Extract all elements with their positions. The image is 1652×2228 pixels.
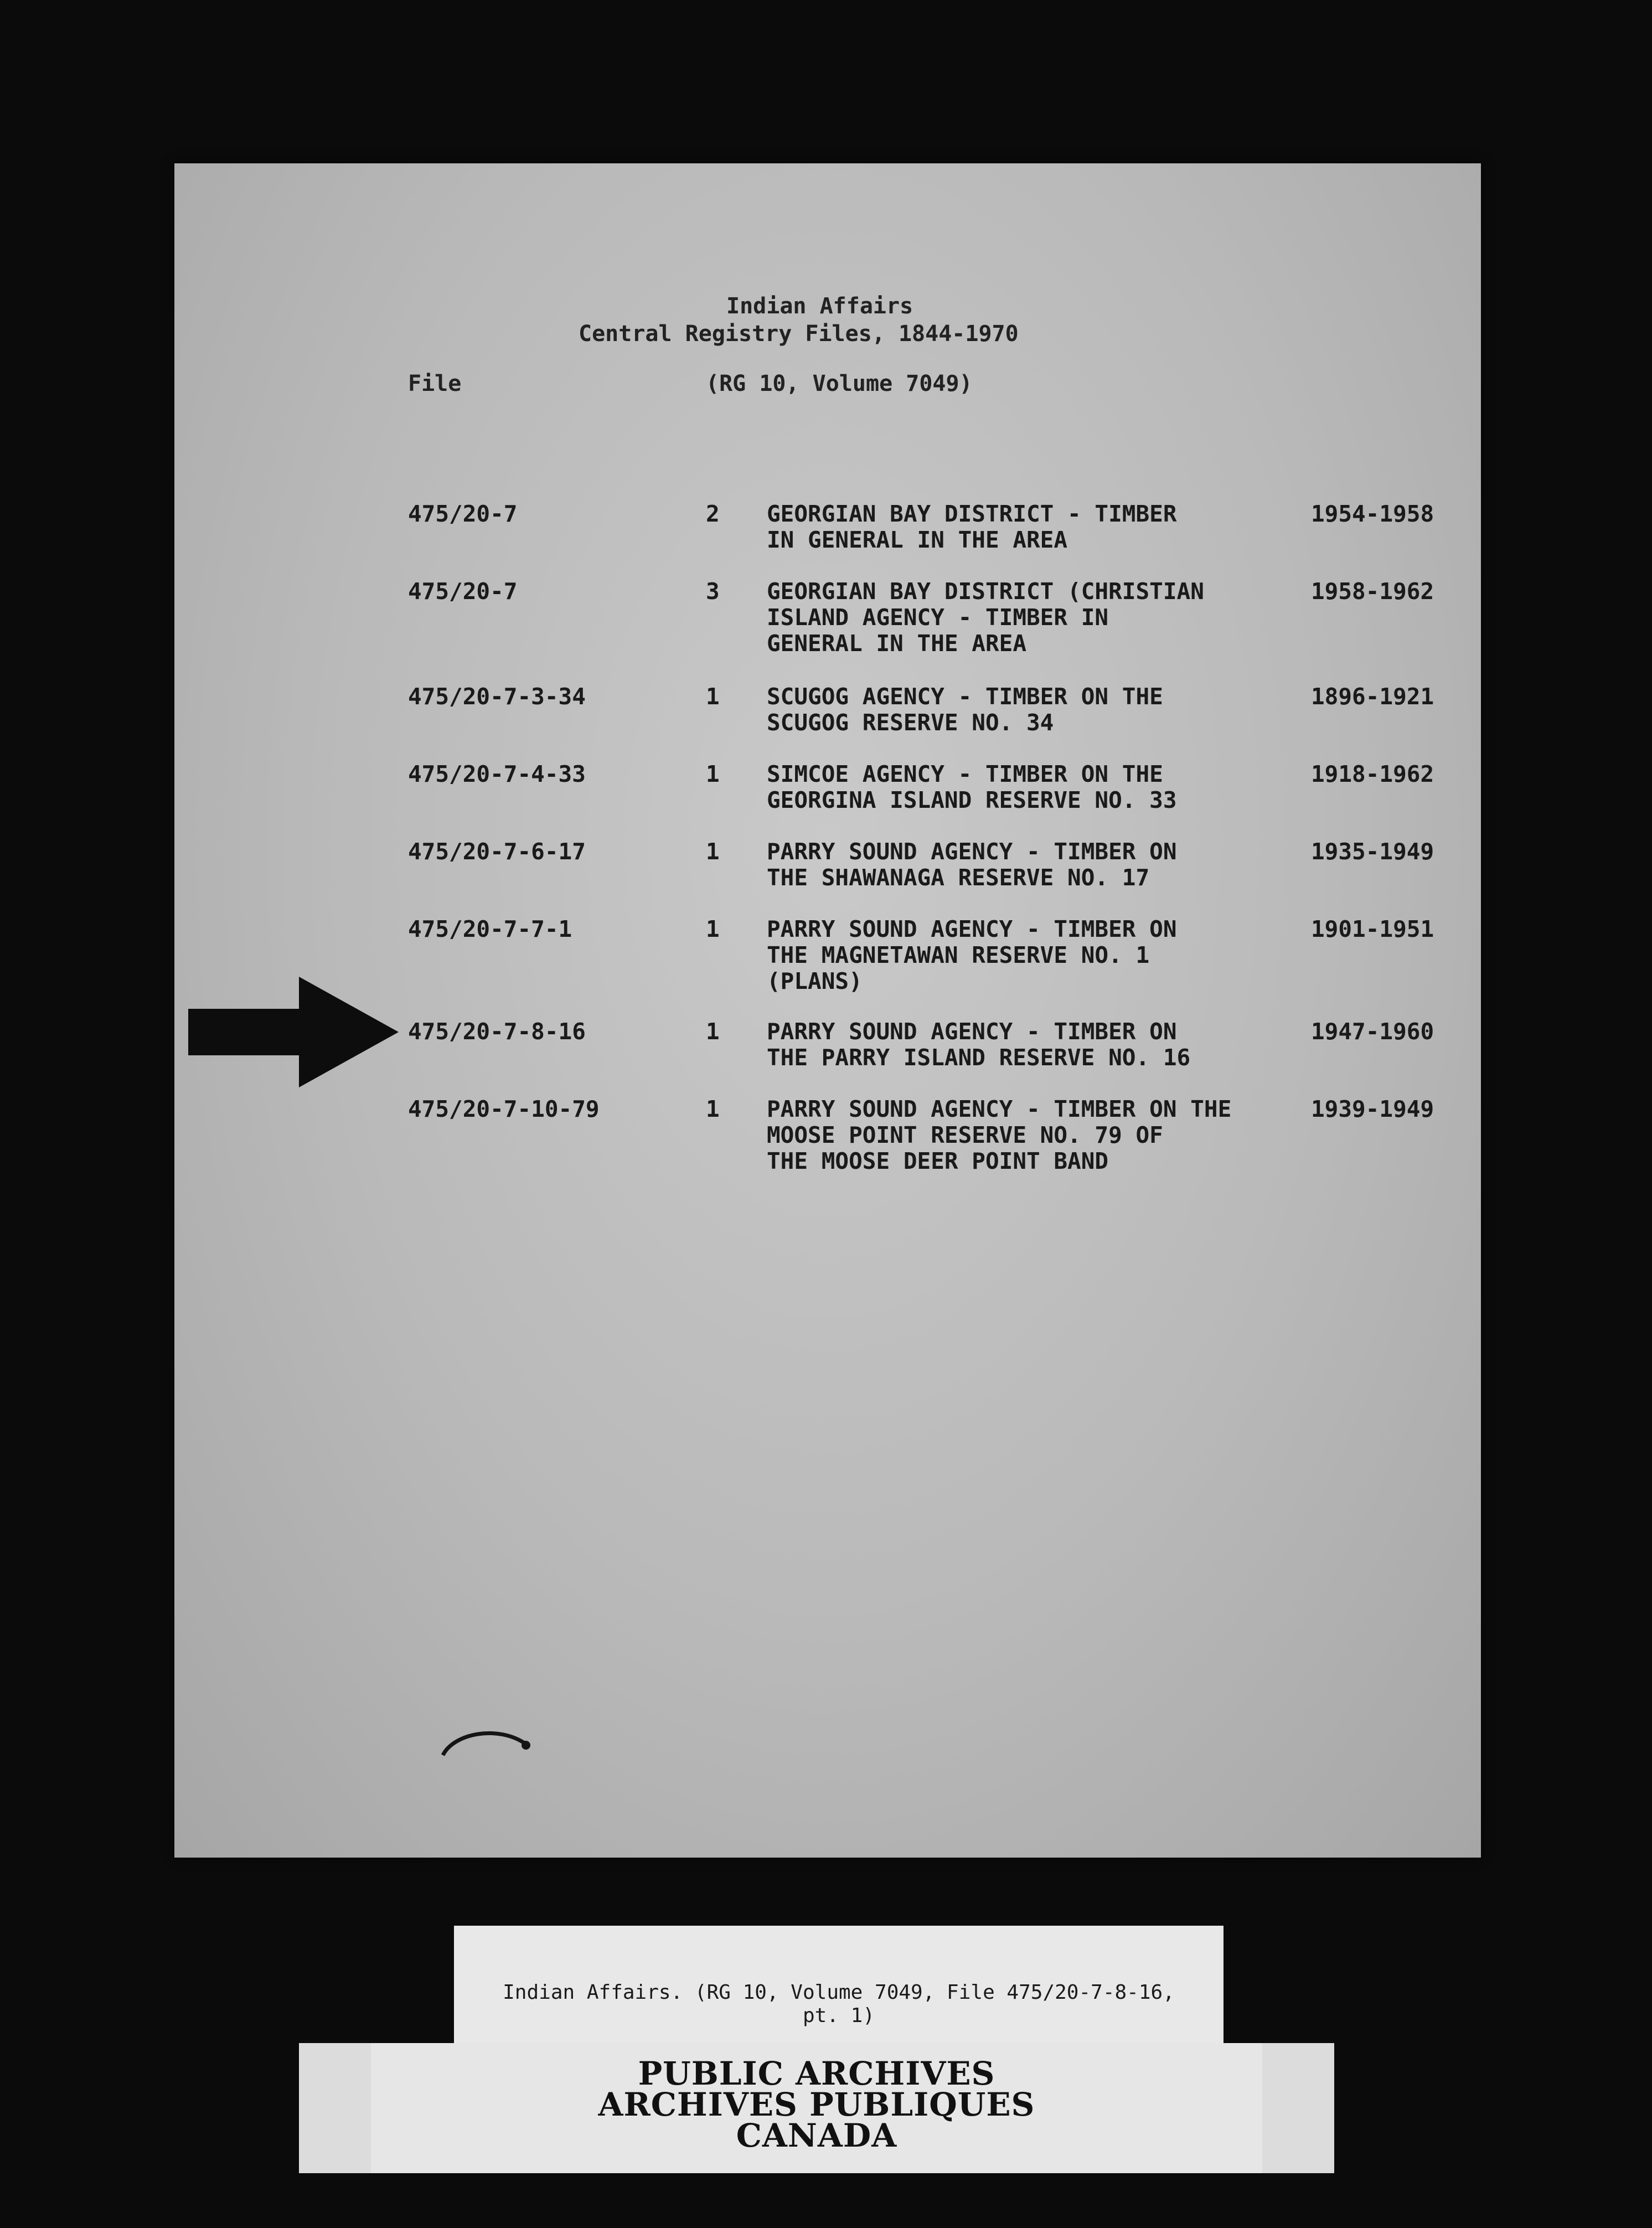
citation-label: [454, 1926, 1223, 2053]
date-range: 1954-1958: [1311, 501, 1434, 527]
file-title-line: PARRY SOUND AGENCY - TIMBER ON: [767, 1018, 1177, 1045]
stamp-inner: [371, 2043, 1262, 2173]
file-title-line: PARRY SOUND AGENCY - TIMBER ON: [767, 838, 1177, 865]
volume-label: (RG 10, Volume 7049): [706, 371, 973, 396]
part-number: 1: [706, 683, 720, 710]
date-range: 1901-1951: [1311, 916, 1434, 942]
file-title-line: SIMCOE AGENCY - TIMBER ON THE: [767, 761, 1163, 787]
file-number: 475/20-7: [408, 578, 518, 605]
citation-line-1: Indian Affairs. (RG 10, Volume 7049, File 475/20-7-8-16,: [503, 1981, 1175, 2004]
stamp-line-2: ARCHIVES PUBLIQUES: [598, 2086, 1035, 2123]
part-number: 1: [706, 761, 720, 787]
file-number: 475/20-7-7-1: [408, 916, 572, 942]
date-range: 1935-1949: [1311, 838, 1434, 865]
date-range: 1896-1921: [1311, 683, 1434, 710]
header-title: Indian Affairs: [726, 293, 913, 319]
file-title-line: SCUGOG RESERVE NO. 34: [767, 709, 1054, 736]
file-title-line: PARRY SOUND AGENCY - TIMBER ON: [767, 916, 1177, 942]
date-range: 1958-1962: [1311, 578, 1434, 605]
part-number: 2: [706, 501, 720, 527]
file-title-line: GEORGIAN BAY DISTRICT (CHRISTIAN: [767, 578, 1204, 605]
file-title-line: THE PARRY ISLAND RESERVE NO. 16: [767, 1044, 1191, 1071]
date-range: 1939-1949: [1311, 1096, 1434, 1122]
stamp-line-3: CANADA: [736, 2117, 897, 2154]
file-number: 475/20-7: [408, 501, 518, 527]
file-title-line: THE SHAWANAGA RESERVE NO. 17: [767, 864, 1150, 891]
archives-stamp: [299, 2043, 1334, 2173]
file-title-line: PARRY SOUND AGENCY - TIMBER ON THE: [767, 1096, 1232, 1122]
file-title-line: GEORGINA ISLAND RESERVE NO. 33: [767, 787, 1177, 813]
part-number: 1: [706, 916, 720, 942]
header-subtitle: Central Registry Files, 1844-1970: [579, 321, 1019, 347]
file-number: 475/20-7-10-79: [408, 1096, 600, 1122]
file-title-line: ISLAND AGENCY - TIMBER IN: [767, 604, 1109, 631]
citation-line-2: pt. 1): [802, 2004, 875, 2027]
file-title-line: GEORGIAN BAY DISTRICT - TIMBER: [767, 501, 1177, 527]
file-column-label: File: [408, 371, 462, 396]
file-number: 475/20-7-3-34: [408, 683, 586, 710]
file-title-line: IN GENERAL IN THE AREA: [767, 527, 1068, 553]
part-number: 1: [706, 1018, 720, 1045]
part-number: 1: [706, 1096, 720, 1122]
date-range: 1947-1960: [1311, 1018, 1434, 1045]
stamp-line-1: PUBLIC ARCHIVES: [638, 2055, 995, 2092]
file-number: 475/20-7-8-16: [408, 1018, 586, 1045]
file-title-line: SCUGOG AGENCY - TIMBER ON THE: [767, 683, 1163, 710]
arrow-right-icon: [188, 977, 399, 1087]
ink-mark: [437, 1727, 537, 1761]
part-number: 1: [706, 838, 720, 865]
part-number: 3: [706, 578, 720, 605]
file-title-line: (PLANS): [767, 968, 863, 994]
file-title-line: THE MAGNETAWAN RESERVE NO. 1: [767, 942, 1150, 968]
file-title-line: GENERAL IN THE AREA: [767, 630, 1026, 657]
file-title-line: THE MOOSE DEER POINT BAND: [767, 1148, 1109, 1174]
file-number: 475/20-7-4-33: [408, 761, 586, 787]
file-title-line: MOOSE POINT RESERVE NO. 79 OF: [767, 1122, 1163, 1148]
date-range: 1918-1962: [1311, 761, 1434, 787]
file-number: 475/20-7-6-17: [408, 838, 586, 865]
